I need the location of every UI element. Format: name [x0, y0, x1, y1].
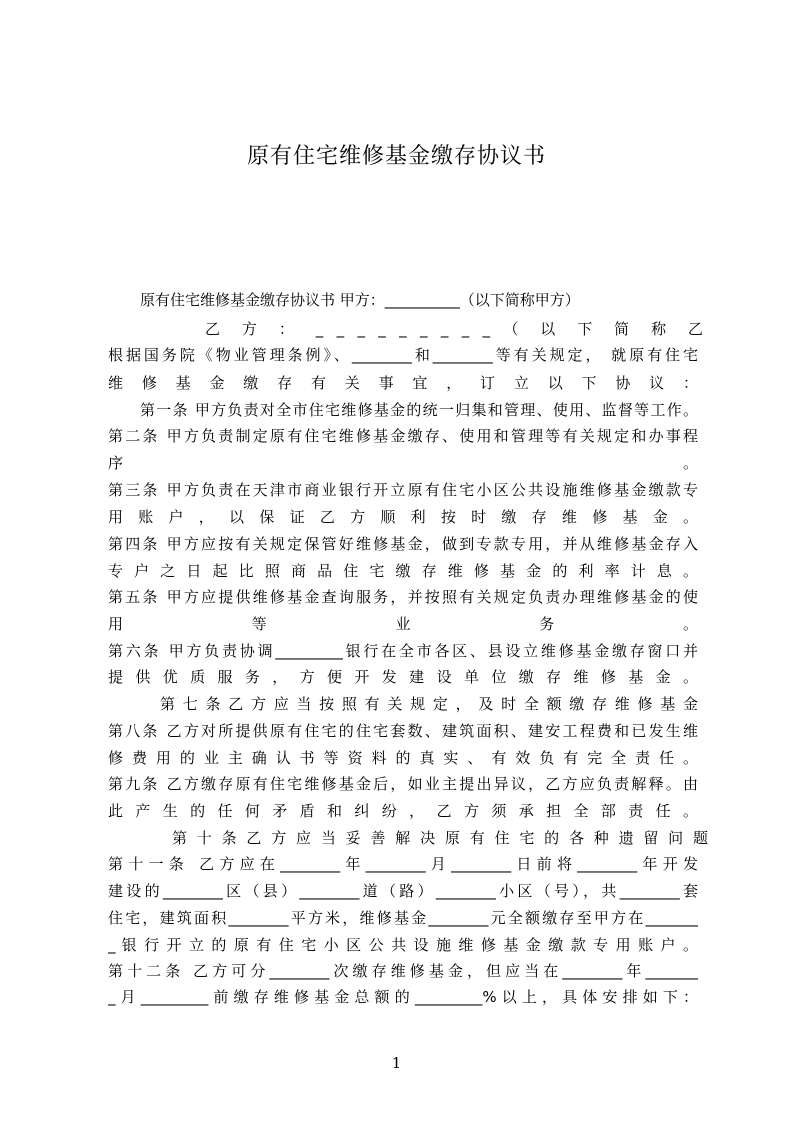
text-line: 根据国务院《物业管理条例》、________和________等有关规定， 就原有住宅	[108, 346, 698, 364]
text-line: 第四条 甲方应按有关规定保管好维修基金，做到专款专用，并从维修基金存入	[108, 535, 698, 553]
text-line: 第 七 条 乙 方 应 当 按 照 有 关 规 定 ， 及 时 全 额 缴 存 维 修 基 金	[160, 695, 698, 713]
text-line: 乙 方 ： _ _ _ _ _ _ _ _ _ （ 以 下 简 称 乙	[205, 320, 703, 338]
text-line: _月_________前缴存维修基金总额的_________%以上，具体安排如下：	[108, 988, 698, 1006]
text-line: _ 银 行 开 立 的 原 有 住 宅 小 区 公 共 设 施 维 修 基 金 缴 款 专 用 账 户 。	[108, 936, 698, 954]
text-line: 第二条 甲方负责制定原有住宅维修基金缴存、使用和管理等有关规定和办事程	[108, 427, 698, 445]
text-line: 用 账 户 ， 以 保 证 乙 方 顺 利 按 时 缴 存 维 修 基 金 。	[108, 508, 698, 526]
text-line: 第三条 甲方负责在天津市商业银行开立原有住宅小区公共设施维修基金缴款专	[108, 481, 698, 499]
text-line: 第十二条 乙方可分________次缴存维修基金，但应当在________年_______	[108, 962, 698, 980]
text-line: 第十一条 乙方应在________年________月________日前将________年开发	[108, 855, 698, 873]
text-line: 专 户 之 日 起 比 照 商 品 住 宅 缴 存 维 修 基 金 的 利 率 计 息 。	[108, 562, 698, 580]
text-line: 第一条 甲方负责对全市住宅维修基金的统一归集和管理、使用、监督等工作。	[140, 401, 698, 419]
text-line: 此 产 生 的 任 何 矛 盾 和 纠 纷 ， 乙 方 须 承 担 全 部 责 任 。	[108, 802, 698, 820]
text-line: 维 修 基 金 缴 存 有 关 事 宜 ， 订 立 以 下 协 议 ：	[108, 374, 698, 392]
text-line: 第九条 乙方缴存原有住宅维修基金后，如业主提出异议，乙方应负责解释。由	[108, 775, 698, 793]
text-line: 原有住宅维修基金缴存协议书 甲方：__________（以下简称甲方）	[140, 291, 580, 309]
text-line: 第五条 甲方应提供维修基金查询服务，并按照有关规定负责办理维修基金的使	[108, 588, 698, 606]
text-line: 第 十 条 乙 方 应 当 妥 善 解 决 原 有 住 宅 的 各 种 遗 留 问 题	[172, 829, 708, 847]
text-line: 第八条 乙方对所提供原有住宅的住宅套数、建筑面积、建安工程费和已发生维	[108, 722, 698, 740]
text-line: 修 费 用 的 业 主 确 认 书 等 资 料 的 真 实 、 有 效 负 有 完 全 责 任 。	[108, 749, 698, 767]
text-line: 住宅，建筑面积________平方米，维修基金________元全额缴存至甲方在_______	[108, 909, 698, 927]
text-line: 用 等 业 务 。	[108, 615, 698, 633]
text-line: 序 。	[108, 454, 698, 472]
text-line: 提 供 优 质 服 务 ， 方 便 开 发 建 设 单 位 缴 存 维 修 基 金 。	[108, 668, 698, 686]
text-line: 建设的________区（县）________道（路）________小区（号），共________套	[108, 882, 698, 900]
page-number: 1	[391, 1054, 402, 1072]
page-title: 原有住宅维修基金缴存协议书	[246, 144, 546, 169]
text-line: 第六条 甲方负责协调_________银行在全市各区、县设立维修基金缴存窗口并	[108, 642, 698, 660]
